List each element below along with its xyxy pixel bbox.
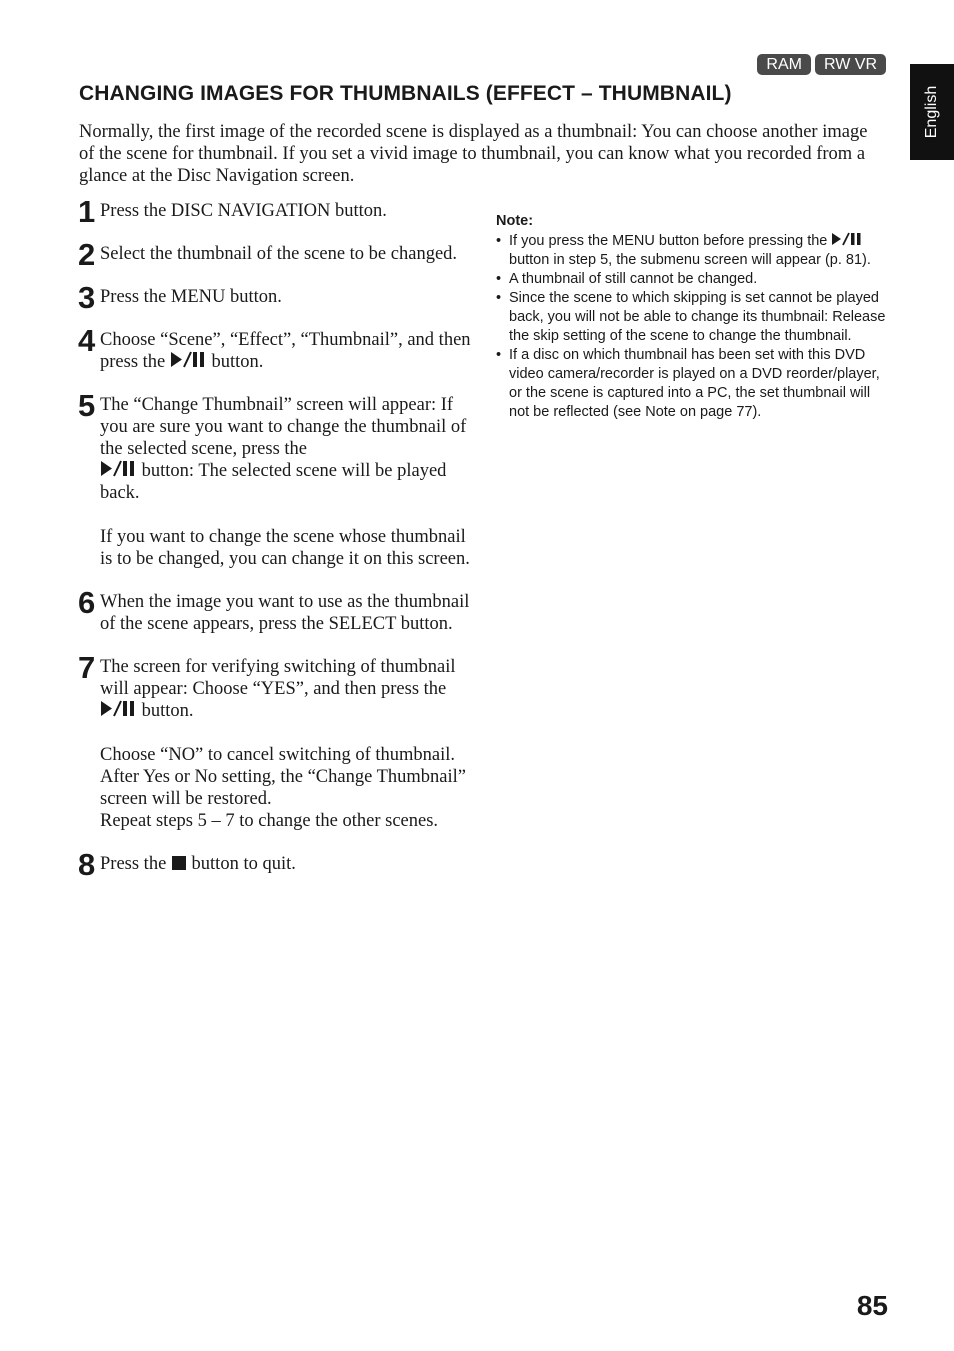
media-badges xyxy=(757,54,886,75)
note-item: • Since the scene to which skipping is set cannot be played back, you will not be able to change its thumbnail: Release the skip setting of the scene to change the thumbnail. xyxy=(496,289,888,346)
stop-icon xyxy=(172,856,186,870)
step-text-part: Choose “Scene”, “Effect”, “Thumbnail”, and then press the xyxy=(100,330,471,372)
step-5 xyxy=(78,388,478,570)
step-8 xyxy=(78,847,478,882)
step-text xyxy=(100,394,478,504)
play-pause-icon xyxy=(100,700,137,717)
step-number: 2 xyxy=(78,237,96,272)
language-tab-label: English xyxy=(923,85,940,139)
step-text: Choose “NO” to cancel switching of thumbnail. xyxy=(100,745,456,765)
page-number: 85 xyxy=(856,1290,888,1321)
step-text: When the image you want to use as the thumbnail of the scene appears, press the SELECT button. xyxy=(100,592,470,634)
intro-paragraph: Normally, the first image of the recorded scene is displayed as a thumbnail: You can choose another image of the scene for thumbnail. If you set a vivid image to thumbnail, you can know what you recorded from a glance at the Disc Navigation screen. xyxy=(79,122,868,186)
step-text-part: The screen for verifying switching of thumbnail will appear: Choose “YES”, and then press the xyxy=(100,657,456,699)
step-6 xyxy=(78,585,478,635)
step-number: 7 xyxy=(78,650,96,685)
play-pause-icon xyxy=(170,351,207,368)
step-number: 4 xyxy=(78,323,96,358)
note-item: • A thumbnail of still cannot be changed. xyxy=(496,270,888,289)
step-text: Press the DISC NAVIGATION button. xyxy=(100,201,387,221)
step-text-part: button. xyxy=(141,701,194,721)
step-text: After Yes or No setting, the “Change Thumbnail” screen will be restored. xyxy=(100,767,466,809)
step-1 xyxy=(78,194,478,229)
step-3 xyxy=(78,280,478,315)
badge-ram: RAM xyxy=(757,54,811,75)
note-box xyxy=(496,212,888,422)
note-list xyxy=(496,232,888,422)
badge-rw-vr: RW VR xyxy=(815,54,886,75)
note-item: • If a disc on which thumbnail has been set with this DVD video camera/recorder is played on a DVD reorder/player, or the scene is captured into a PC, the set thumbnail will not be reflected (see Note on page 77). xyxy=(496,346,888,422)
step-number: 5 xyxy=(78,388,96,423)
step-text-part: Press the xyxy=(100,854,167,874)
note-item xyxy=(496,232,888,270)
step-text: Press the MENU button. xyxy=(100,287,282,307)
note-item-text: If you press the MENU button before pressing the xyxy=(509,233,828,249)
step-number: 6 xyxy=(78,585,96,620)
step-text xyxy=(100,329,478,373)
step-text xyxy=(100,656,478,722)
step-text: Select the thumbnail of the scene to be changed. xyxy=(100,244,458,264)
step-text-part: The “Change Thumbnail” screen will appear: If you are sure you want to change the thumbnail of the selected scene, press the xyxy=(100,395,467,459)
step-7 xyxy=(78,650,478,832)
step-text-part: button. xyxy=(211,352,264,372)
steps-list xyxy=(78,194,478,896)
play-pause-icon xyxy=(100,460,137,477)
step-2 xyxy=(78,237,478,272)
language-tab xyxy=(910,64,954,160)
step-text: If you want to change the scene whose thumbnail is to be changed, you can change it on this screen. xyxy=(100,527,470,569)
step-text: Repeat steps 5 – 7 to change the other scenes. xyxy=(100,811,439,831)
step-number: 8 xyxy=(78,847,96,882)
step-text-part: button: The selected scene will be played back. xyxy=(100,461,447,503)
note-item-text: button in step 5, the submenu screen will appear (p. 81). xyxy=(509,252,871,268)
step-text xyxy=(100,853,478,875)
play-pause-icon xyxy=(831,232,863,246)
page-title: CHANGING IMAGES FOR THUMBNAILS (EFFECT – THUMBNAIL) xyxy=(79,82,732,105)
step-text-part: button to quit. xyxy=(191,854,296,874)
step-number: 1 xyxy=(78,194,96,229)
note-title-text: Note xyxy=(496,213,529,229)
step-number: 3 xyxy=(78,280,96,315)
note-title: Note: xyxy=(496,213,534,229)
step-4 xyxy=(78,323,478,373)
